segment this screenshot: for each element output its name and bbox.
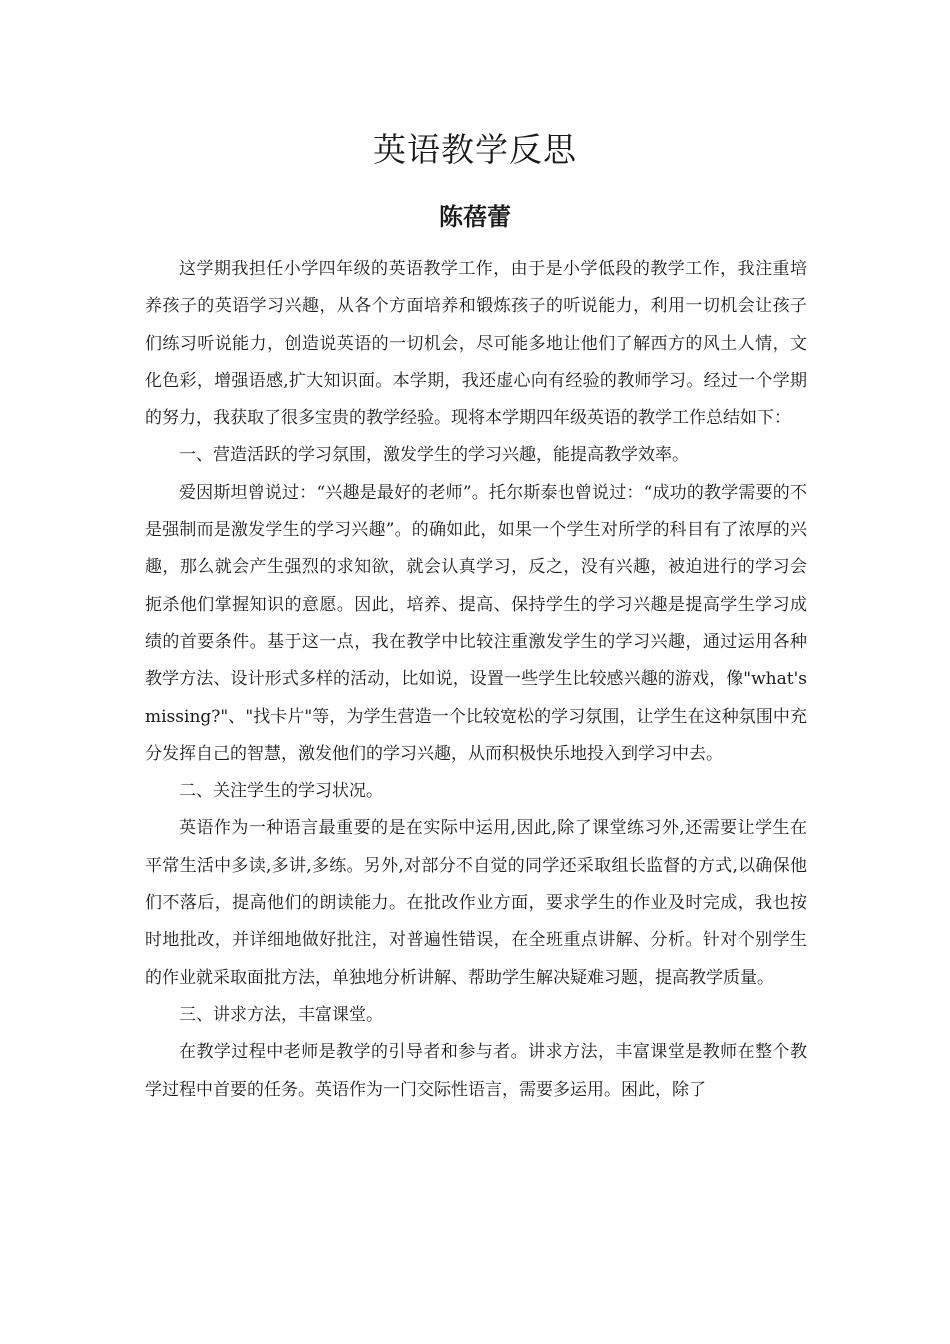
section-paragraph-1: 爱因斯坦曾说过：“兴趣是最好的老师”。托尔斯泰也曾说过：“成功的教学需要的不是强制而是激发学生的学习兴趣”。的确如此，如果一个学生对所学的科目有了浓厚的兴趣，那么就会产生强烈的求知欲，就会认真学习，反之，没有兴趣，被迫进行的学习会扼杀他们掌握知识的意愿。因此，培养、提高、保持学生的学习兴趣是提高学生学习成绩的首要条件。基于这一点，我在教学中比较注重激发学生的学习兴趣，通过运用各种教学方法、设计形式多样的活动，比如说，设置一些学生比较感兴趣的游戏，像"what's missing?"、"找卡片"等，为学生营造一个比较宽松的学习氛围，让学生在这种氛围中充分发挥自己的智慧，激发他们的学习兴趣，从而积极快乐地投入到学习中去。: [145, 482, 807, 764]
section-heading-1: 一、营造活跃的学习氛围，激发学生的学习兴趣，能提高教学效率。: [179, 445, 689, 466]
intro-paragraph: 这学期我担任小学四年级的英语教学工作，由于是小学低段的教学工作，我注重培养孩子的英语学习兴趣，从各个方面培养和锻炼孩子的听说能力，利用一切机会让孩子们练习听说能力，创造说英语的一切机会，尽可能多地让他们了解西方的风土人情，文化色彩，增强语感,扩大知识面。本学期，我还虚心向有经验的教师学习。经过一个学期的努力，我获取了很多宝贵的教学经验。现将本学期四年级英语的教学工作总结如下：: [145, 259, 807, 429]
section-paragraph-3: 在教学过程中老师是教学的引导者和参与者。讲求方法，丰富课堂是教师在整个教学过程中首要的任务。英语作为一门交际性语言，需要多运用。困此，除了: [145, 1042, 807, 1100]
author-name: 陈蓓蕾: [439, 202, 511, 231]
document-body: [145, 251, 807, 1109]
section-heading-3: 三、讲求方法，丰富课堂。: [179, 1004, 383, 1025]
section-paragraph-2: 英语作为一种语言最重要的是在实际中运用,因此,除了课堂练习外,还需要让学生在平常生活中多读,多讲,多练。另外,对部分不自觉的同学还采取组长监督的方式,以确保他们不落后，提高他们的朗读能力。在批改作业方面，要求学生的作业及时完成，我也按时地批改，并详细地做好批注，对普遍性错误，在全班重点讲解、分析。针对个别学生的作业就采取面批方法，单独地分析讲解、帮助学生解决疑难习题，提高教学质量。: [145, 818, 807, 988]
document-title: 英语教学反思: [373, 130, 577, 169]
section-heading-2: 二、关注学生的学习状况。: [179, 781, 383, 802]
